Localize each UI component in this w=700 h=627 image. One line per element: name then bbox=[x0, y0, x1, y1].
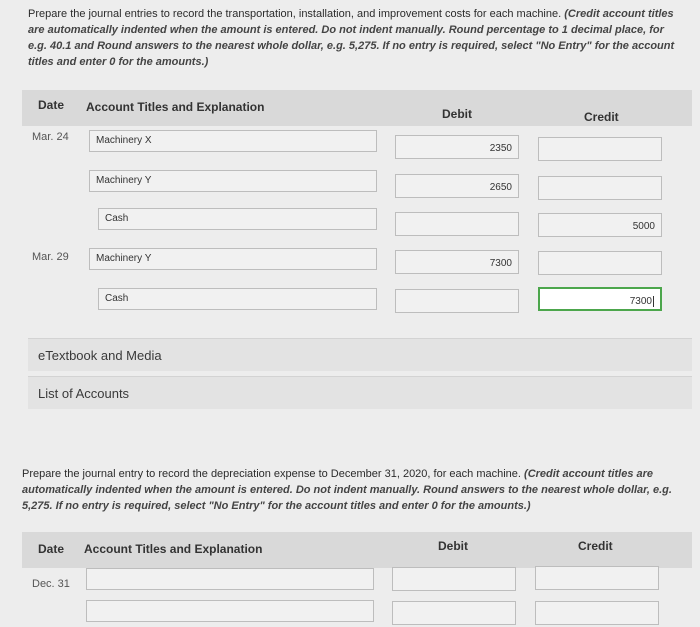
row-date: Dec. 31 bbox=[32, 578, 70, 590]
instructions-1-text: Prepare the journal entries to record the transportation, installation, and improvement costs for each machine. bbox=[28, 8, 562, 20]
header-date: Date bbox=[38, 542, 65, 556]
row-date: Mar. 29 bbox=[32, 251, 69, 263]
list-of-accounts-link[interactable]: List of Accounts bbox=[38, 386, 130, 401]
header-credit: Credit bbox=[584, 110, 619, 124]
header-debit: Debit bbox=[442, 107, 472, 121]
text-cursor bbox=[653, 296, 654, 307]
table-1-header bbox=[22, 90, 692, 126]
credit-field[interactable] bbox=[535, 566, 659, 590]
credit-field[interactable]: 5000 bbox=[538, 213, 662, 237]
debit-field[interactable] bbox=[392, 567, 516, 591]
instructions-1 bbox=[28, 6, 682, 70]
account-field[interactable] bbox=[86, 568, 374, 590]
credit-field-active[interactable] bbox=[538, 287, 662, 311]
credit-field[interactable] bbox=[535, 601, 659, 625]
list-of-accounts-section[interactable] bbox=[28, 376, 692, 409]
header-account: Account Titles and Explanation bbox=[86, 100, 265, 114]
debit-field[interactable] bbox=[395, 212, 519, 236]
debit-field[interactable] bbox=[395, 289, 519, 313]
debit-field[interactable] bbox=[392, 601, 516, 625]
instructions-2-note: (Credit account titles are automatically indented when the amount is entered. Do not indent manually. Round answers to the nearest whole dollar, e.g. 5,275. If no entry is required, select "No Entry" for the account titles and enter 0 for the amounts.) bbox=[22, 468, 672, 512]
debit-field[interactable]: 2350 bbox=[395, 135, 519, 159]
instructions-2 bbox=[22, 466, 682, 514]
account-field[interactable]: Machinery X bbox=[89, 130, 377, 152]
account-field[interactable] bbox=[86, 600, 374, 622]
credit-field[interactable] bbox=[538, 137, 662, 161]
instructions-2-text: Prepare the journal entry to record the depreciation expense to December 31, 2020, for each machine. bbox=[22, 468, 521, 480]
account-field[interactable]: Cash bbox=[98, 208, 377, 230]
header-debit: Debit bbox=[438, 539, 468, 553]
credit-field[interactable] bbox=[538, 176, 662, 200]
etextbook-section[interactable] bbox=[28, 338, 692, 371]
account-field[interactable]: Machinery Y bbox=[89, 170, 377, 192]
header-date: Date bbox=[38, 98, 65, 112]
credit-field[interactable] bbox=[538, 251, 662, 275]
header-account: Account Titles and Explanation bbox=[84, 542, 263, 556]
debit-field[interactable]: 7300 bbox=[395, 250, 519, 274]
instructions-1-note: (Credit account titles are automatically indented when the amount is entered. Do not indent manually. Round percentage to 1 decimal place, for e.g. 40.1 and Round answers to the nearest whole dollar, e.g. 5,275. If no entry is required, select "No Entry" for the account titles and enter 0 for the amounts.) bbox=[28, 8, 675, 68]
etextbook-link[interactable]: eTextbook and Media bbox=[38, 348, 162, 363]
credit-value: 7300 bbox=[629, 296, 652, 308]
account-field[interactable]: Machinery Y bbox=[89, 248, 377, 270]
table-2-header bbox=[22, 532, 692, 568]
header-credit: Credit bbox=[578, 539, 613, 553]
debit-field[interactable]: 2650 bbox=[395, 174, 519, 198]
account-field[interactable]: Cash bbox=[98, 288, 377, 310]
row-date: Mar. 24 bbox=[32, 131, 69, 143]
